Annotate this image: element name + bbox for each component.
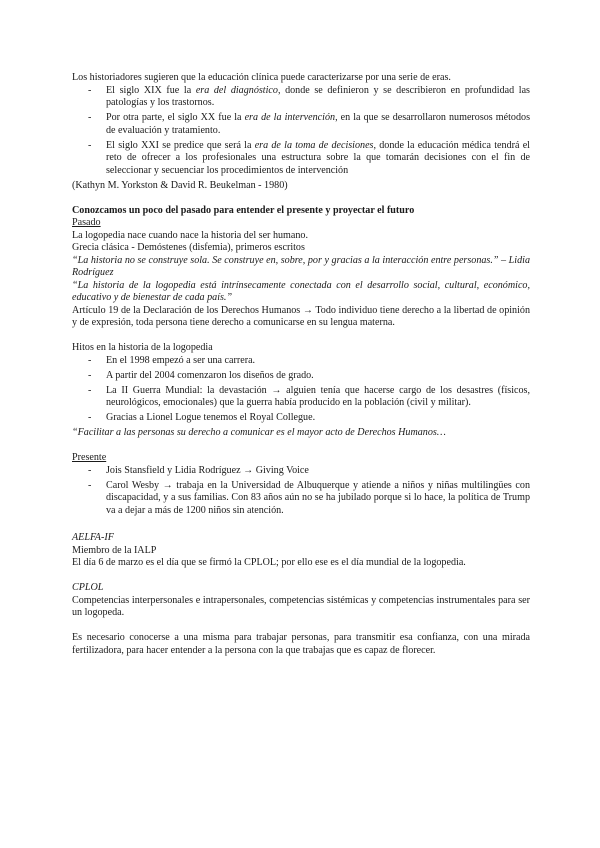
article-19: Artículo 19 de la Declaración de los Derechos Humanos → Todo individuo tiene derecho a la libertad de opinión y de expresión, toda persona tiene derecho a comunicarse en su lengua materna. [72,304,530,328]
list-item: - El siglo XXI se predice que será la era de la toma de decisiones, donde la educación médica tendrá el reto de ofrecer a los profesionales una estructura sobre la que tomarán decisiones con el fin de seleccionar y secuenciar los procedimientos de intervención [106,140,530,178]
quote-historia: “La historia de la logopedia está intrínsecamente conectada con el desarrollo social, cultural, económico, educativo y de bienestar de cada país.” [72,279,530,303]
section-heading: Conozcamos un poco del pasado para entender el presente y proyectar el futuro [72,204,415,216]
list-item: - A partir del 2004 comenzaron los diseños de grado. [106,370,530,383]
document-page [72,72,530,657]
list-item: - Jois Stansfield y Lidia Rodríguez → Giving Voice [106,465,530,478]
hitos-list [72,355,530,425]
cplol-title: CPLOL [72,582,104,593]
hitos-title: Hitos en la historia de la logopedia [72,342,213,353]
list-item: - La II Guerra Mundial: la devastación → alguien tenía que hacerse cargo de los desastres (físicos, neurológicos, emocionales) que la guerra había producido en la población (civil y militar). [106,385,530,410]
quote-derechos: “Facilitar a las personas su derecho a comunicar es el mayor acto de Derechos Humanos… [72,427,446,438]
list-item: - Gracias a Lionel Logue tenemos el Royal Collegue. [106,412,530,425]
presente-title: Presente [72,452,107,463]
list-item: - Carol Wesby → trabaja en la Universidad de Albuquerque y atiende a niños y niñas multilingües con discapacidad, y a sus familias. Con 83 años aún no se ha jubilado porque si lo hace, la política de Trump va a dejar a más de 1200 niños sin atención. [106,480,530,518]
list-item: - Por otra parte, el siglo XX fue la era de la intervención, en la que se desarrollaron numerosos métodos de evaluación y tratamiento. [106,112,530,137]
pasado-line: Grecia clásica - Demóstenes (disfemia), primeros escritos [72,242,305,253]
presente-list [72,465,530,518]
aelfa-line: Miembro de la IALP [72,544,157,556]
quote-rodriguez: “La historia no se construye sola. Se construye en, sobre, por y gracias a la interacción entre personas.” – Lidia Rodríguez [72,254,530,278]
citation: (Kathyn M. Yorkston & David R. Beukelman - 1980) [72,179,288,191]
aelfa-title: AELFA-IF [72,532,114,543]
list-item: - En el 1998 empezó a ser una carrera. [106,355,530,368]
intro-lead: Los historiadores sugieren que la educación clínica puede caracterizarse por una serie de eras. [72,72,451,83]
aelfa-line: El día 6 de marzo es el día que se firmó la CPLOL; por ello ese es el día mundial de la logopedia. [72,557,466,568]
list-item: - El siglo XIX fue la era del diagnóstico, donde se definieron y se describieron en profundidad las patologías y los trastornos. [106,85,530,110]
pasado-line: La logopedia nace cuando nace la historia del ser humano. [72,229,308,241]
eras-list [72,85,530,178]
closing-paragraph: Es necesario conocerse a una misma para trabajar personas, para transmitir esa confianza, con una mirada fertilizadora, para hacer entender a la persona con la que trabajas que es capaz de florecer. [72,632,530,656]
cplol-text: Competencias interpersonales e intrapersonales, competencias sistémicas y competencias instrumentales para ser un logopeda. [72,594,530,618]
pasado-title: Pasado [72,217,101,228]
